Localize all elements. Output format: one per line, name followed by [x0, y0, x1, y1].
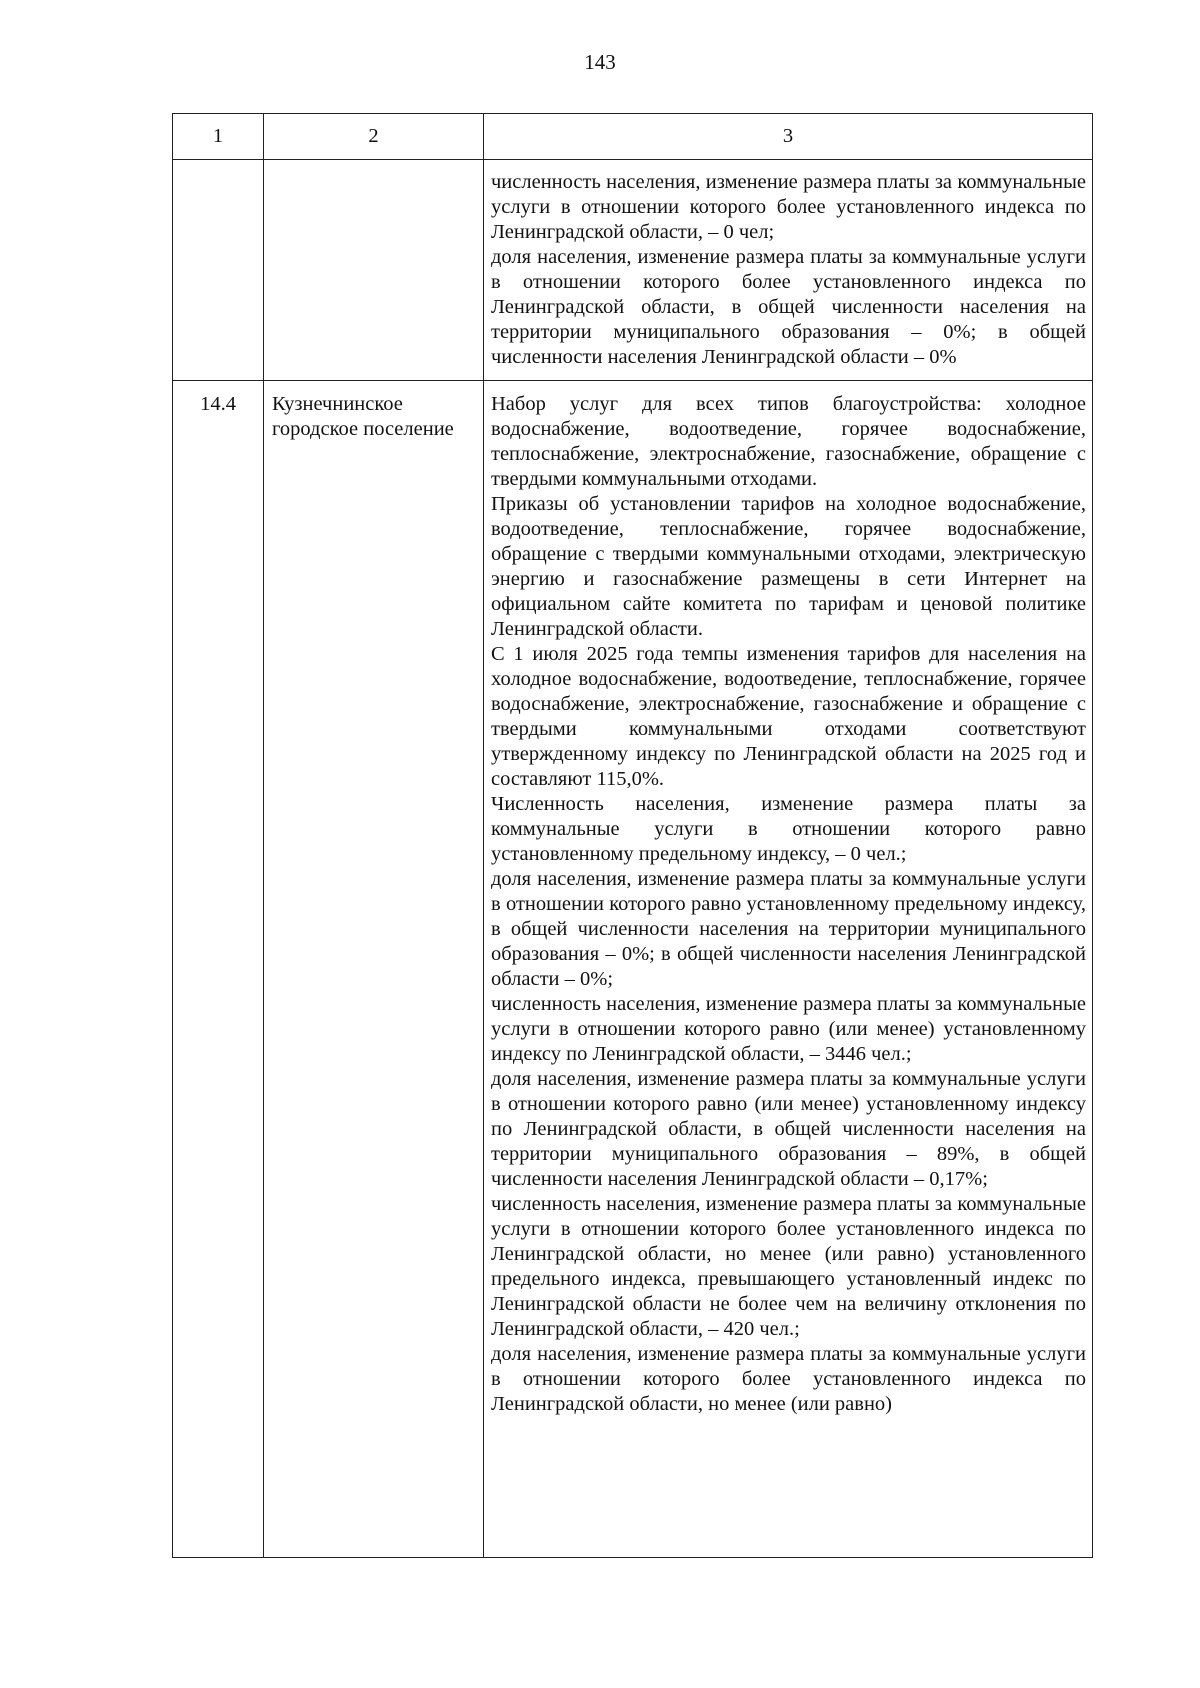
paragraph: численность населения, изменение размера платы за коммунальные услуги в отношении которого более установленного индекса по Ленинградской области, – 0 чел; — [491, 171, 1086, 243]
header-cell-3: 3 — [484, 114, 1093, 160]
paragraph: численность населения, изменение размера платы за коммунальные услуги в отношении которого равно (или менее) установленному индексу по Ленинградской области, – 3446 чел.; — [491, 993, 1086, 1065]
table-row — [173, 381, 1093, 1558]
paragraph: Приказы об установлении тарифов на холодное водоснабжение, водоотведение, теплоснабжение, горячее водоснабжение, обращение с твердыми коммунальными отходами, электрическую энергию и газоснабжение размещены в сети Интернет на официальном сайте комитета по тарифам и ценовой политике Ленинградской области. — [491, 493, 1086, 640]
paragraph: доля населения, изменение размера платы за коммунальные услуги в отношении которого более установленного индекса по Ленинградской области, но менее (или равно) — [491, 1343, 1086, 1415]
data-table — [172, 113, 1093, 1558]
description-cell — [484, 381, 1093, 1558]
continuation-text-cell — [484, 160, 1093, 381]
paragraph: доля населения, изменение размера платы за коммунальные услуги в отношении которого равно установленному предельному индексу, в общей численности населения на территории муниципального образования – 0%; в общей численности населения Ленинградской области – 0%; — [491, 868, 1086, 990]
table-row-continuation — [173, 160, 1093, 381]
paragraph: численность населения, изменение размера платы за коммунальные услуги в отношении которого более установленного индекса по Ленинградской области, но менее (или равно) установленного предельного индекса, превышающего установленный индекс по Ленинградской области не более чем на величину отклонения по Ленинградской области, – 420 чел.; — [491, 1193, 1086, 1340]
header-cell-2: 2 — [264, 114, 484, 160]
continuation-name-cell — [264, 160, 484, 381]
paragraph: С 1 июля 2025 года темпы изменения тарифов для населения на холодное водоснабжение, водоотведение, теплоснабжение, горячее водоснабжение, электроснабжение, газоснабжение и обращение с твердыми коммунальными отходами соответствуют утвержденному индексу по Ленинградской области на 2025 год и составляют 115,0%. — [491, 643, 1086, 790]
paragraph: Численность населения, изменение размера платы за коммунальные услуги в отношении которого равно установленному предельному индексу, – 0 чел.; — [491, 793, 1086, 865]
page-number: 143 — [584, 50, 616, 74]
paragraph: доля населения, изменение размера платы за коммунальные услуги в отношении которого равно (или менее) установленному индексу по Ленинградской области, в общей численности населения на территории муниципального образования – 89%, в общей численности населения Ленинградской области – 0,17%; — [491, 1068, 1086, 1190]
paragraph: Набор услуг для всех типов благоустройства: холодное водоснабжение, водоотведение, горячее водоснабжение, теплоснабжение, электроснабжение, газоснабжение, обращение с твердыми коммунальными отходами. — [491, 393, 1086, 490]
settlement-name-cell: Кузнечнинское городское поселение — [264, 381, 484, 1558]
table-header-row — [173, 114, 1093, 160]
continuation-number-cell — [173, 160, 264, 381]
header-cell-1: 1 — [173, 114, 264, 160]
paragraph: доля населения, изменение размера платы за коммунальные услуги в отношении которого более установленного индекса по Ленинградской области, в общей численности населения на территории муниципального образования – 0%; в общей численности населения Ленинградской области – 0% — [491, 246, 1086, 368]
row-number-cell: 14.4 — [173, 381, 264, 1558]
